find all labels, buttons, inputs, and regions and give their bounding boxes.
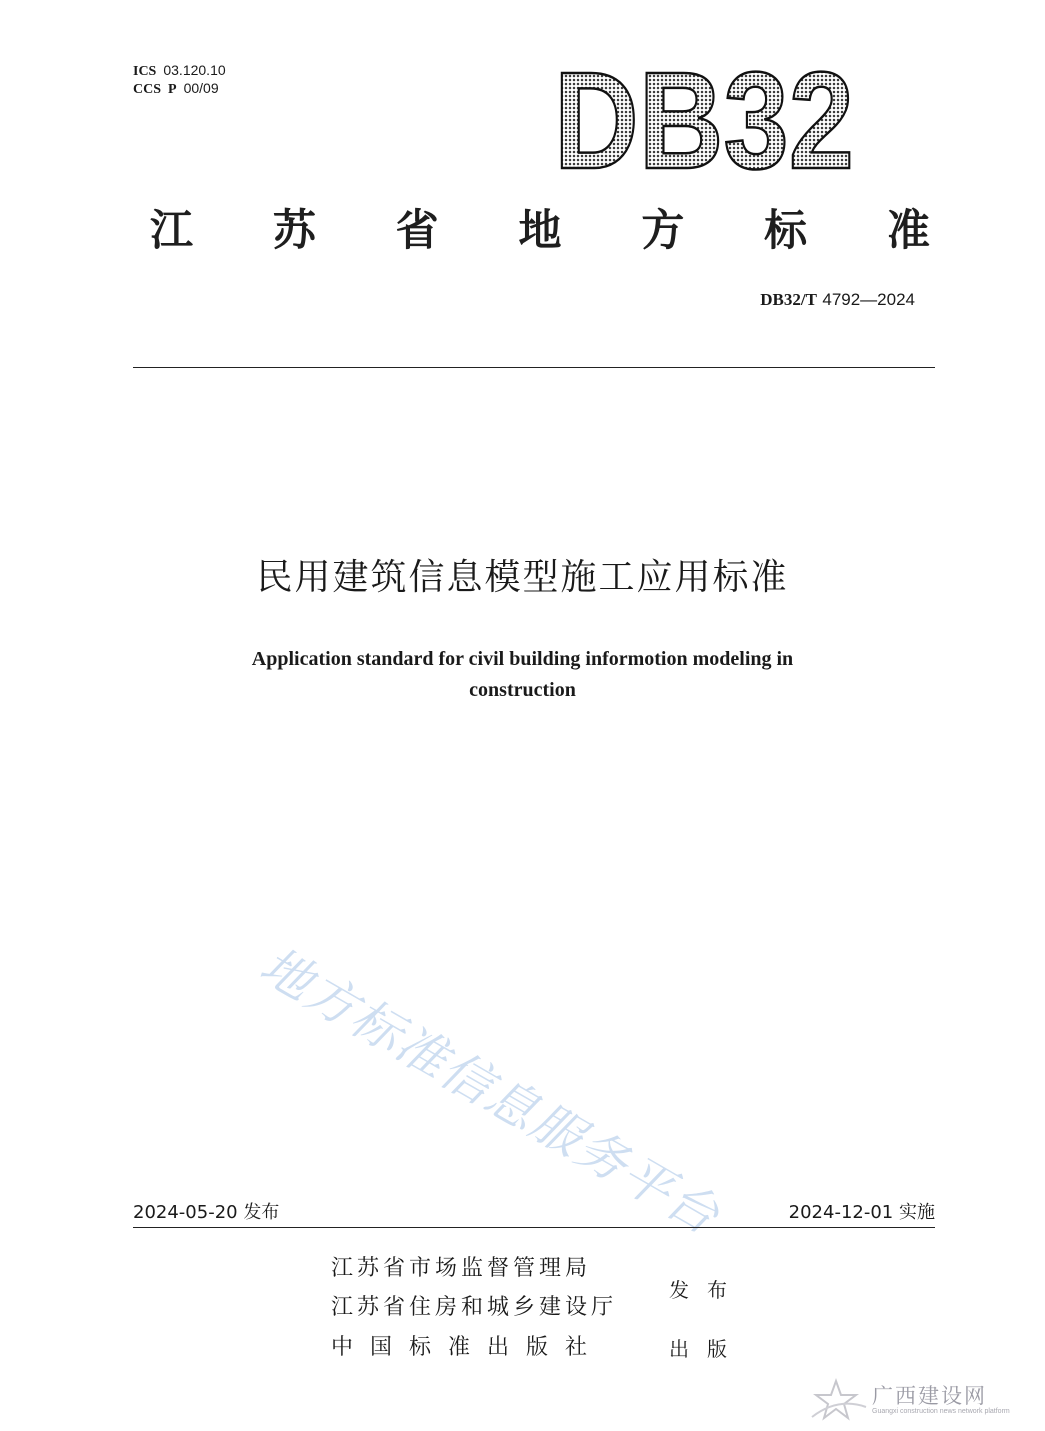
publish-action: 出版 <box>669 1337 745 1361</box>
standard-number <box>760 290 915 310</box>
site-watermark-subtitle: Guangxi construction news network platform <box>872 1408 1010 1415</box>
svg-text:DB32: DB32 <box>554 44 854 198</box>
issuer-housing-construction: 江苏省住房和城乡建设厅 <box>331 1295 618 1320</box>
top-divider <box>133 367 935 368</box>
publish-date: 2024-05-20 发布 <box>133 1202 280 1223</box>
standard-type-heading <box>150 203 930 259</box>
ccs-label: CCS <box>133 82 162 97</box>
title-english-line2: construction <box>469 679 576 701</box>
standard-type-char: 省 <box>395 206 439 256</box>
standard-type-char: 江 <box>150 206 193 256</box>
ccs-value: 00/09 <box>183 80 219 96</box>
db32-logo <box>548 44 860 198</box>
ics-value: 03.120.10 <box>163 62 226 78</box>
standard-number-prefix: DB32/T <box>760 290 817 309</box>
bottom-divider <box>133 1227 935 1228</box>
title-english-line1: Application standard for civil building informotion modeling in <box>251 648 794 670</box>
title-english <box>180 644 865 706</box>
site-watermark-name: 广西建设网 <box>872 1384 987 1408</box>
ics-row <box>133 62 226 80</box>
standard-type-char: 苏 <box>272 206 316 256</box>
implement-date: 2024-12-01 实施 <box>788 1202 935 1223</box>
standard-type-char: 方 <box>641 206 685 256</box>
watermark-text: 地方标准信息服务平台 <box>250 935 730 1247</box>
standard-number-value: 4792—2024 <box>822 290 915 309</box>
ics-label: ICS <box>133 64 157 79</box>
issue-action: 发布 <box>669 1278 745 1302</box>
ccs-row <box>133 80 226 98</box>
standard-type-char: 标 <box>764 206 808 256</box>
standard-type-char: 地 <box>518 206 562 256</box>
ccs-category: P <box>168 82 177 97</box>
title-chinese: 民用建筑信息模型施工应用标准 <box>256 557 789 598</box>
standard-type-char: 准 <box>886 206 930 256</box>
issuer-standards-press: 中国标准出版社 <box>331 1335 605 1360</box>
classification-codes <box>133 62 226 98</box>
issuer-market-regulation: 江苏省市场监督管理局 <box>331 1256 592 1281</box>
